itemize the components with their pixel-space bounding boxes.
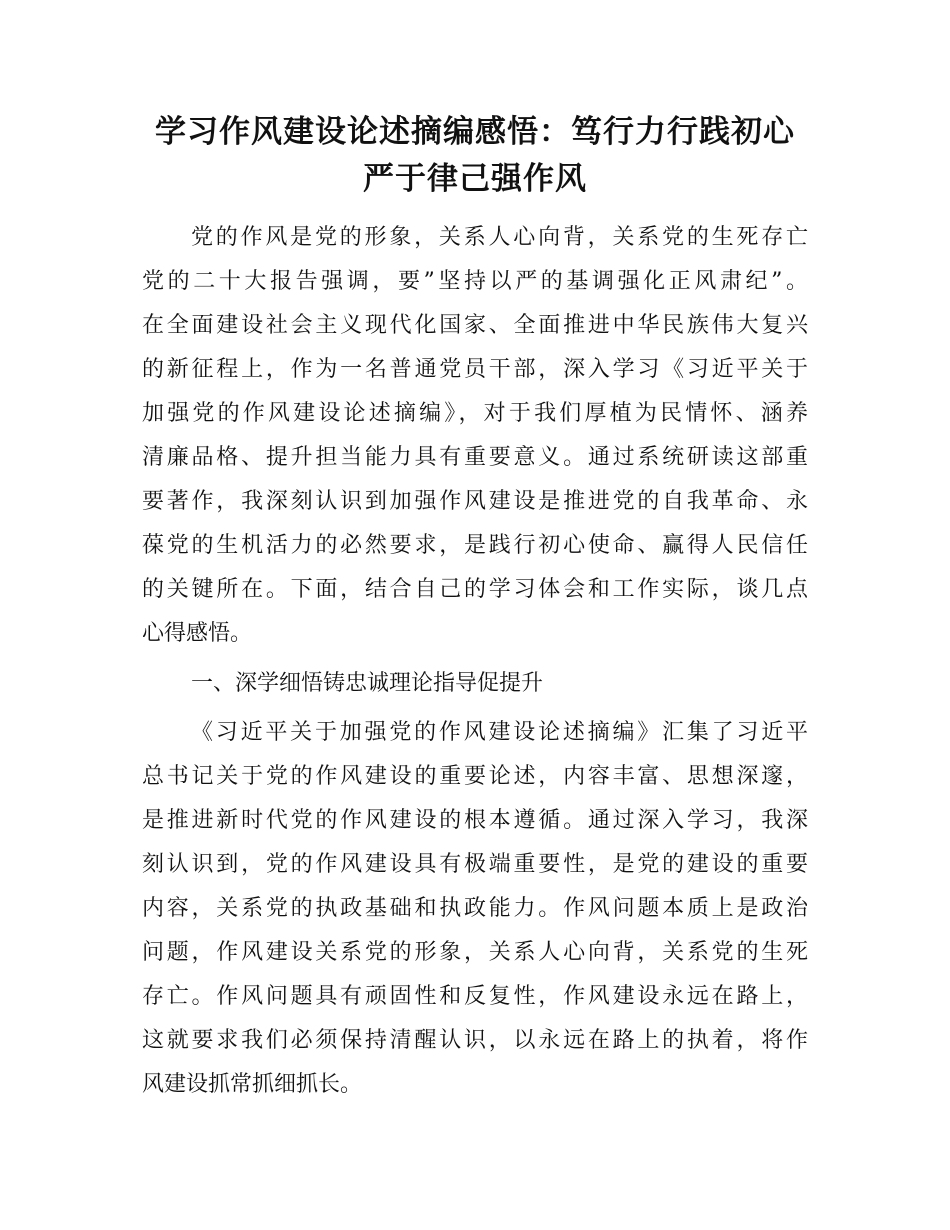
paragraph-line: 清廉品格、提升担当能力具有重要意义。通过系统研读这部重 [142,445,808,470]
document-title-line-1: 学习作风建设论述摘编感悟：笃行力行践初心 [155,114,795,150]
paragraph-line: 这就要求我们必须保持清醒认识，以永远在路上的执着，将作 [142,1028,808,1053]
paragraph-line: 党的二十大报告强调，要”坚持以严的基调强化正风肃纪”。 [142,269,808,294]
paragraph-line: 风建设抓常抓细抓长。 [142,1072,363,1097]
paragraph-line: 是推进新时代党的作风建设的根本遵循。通过深入学习，我深 [142,808,808,833]
paragraph-line: 刻认识到，党的作风建设具有极端重要性，是党的建设的重要 [142,852,808,877]
paragraph-line: 存亡。作风问题具有顽固性和反复性，作风建设永远在路上， [142,984,808,1009]
paragraph-line: 内容，关系党的执政基础和执政能力。作风问题本质上是政治 [142,896,808,921]
paragraph-line: 心得感悟。 [142,621,253,646]
paragraph-line: 的关键所在。下面，结合自己的学习体会和工作实际，谈几点 [142,577,808,602]
paragraph-line: 在全面建设社会主义现代化国家、全面推进中华民族伟大复兴 [142,313,808,338]
paragraph-line: 加强党的作风建设论述摘编》，对于我们厚植为民情怀、涵养 [142,401,808,426]
paragraph-line: 党的作风是党的形象，关系人心向背，关系党的生死存亡 [191,225,808,250]
paragraph-line: 《习近平关于加强党的作风建设论述摘编》汇集了习近平 [191,720,808,745]
document-title-line-2: 严于律己强作风 [363,161,587,197]
paragraph-line: 问题，作风建设关系党的形象，关系人心向背，关系党的生死 [142,940,808,965]
paragraph-line: 要著作，我深刻认识到加强作风建设是推进党的自我革命、永 [142,489,808,514]
paragraph-line: 总书记关于党的作风建设的重要论述，内容丰富、思想深邃， [142,764,808,789]
paragraph-line: 的新征程上，作为一名普通党员干部，深入学习《习近平关于 [142,357,808,382]
paragraph-line: 葆党的生机活力的必然要求，是践行初心使命、赢得人民信任 [142,533,808,558]
section-heading: 一、深学细悟铸忠诚理论指导促提升 [191,671,544,696]
